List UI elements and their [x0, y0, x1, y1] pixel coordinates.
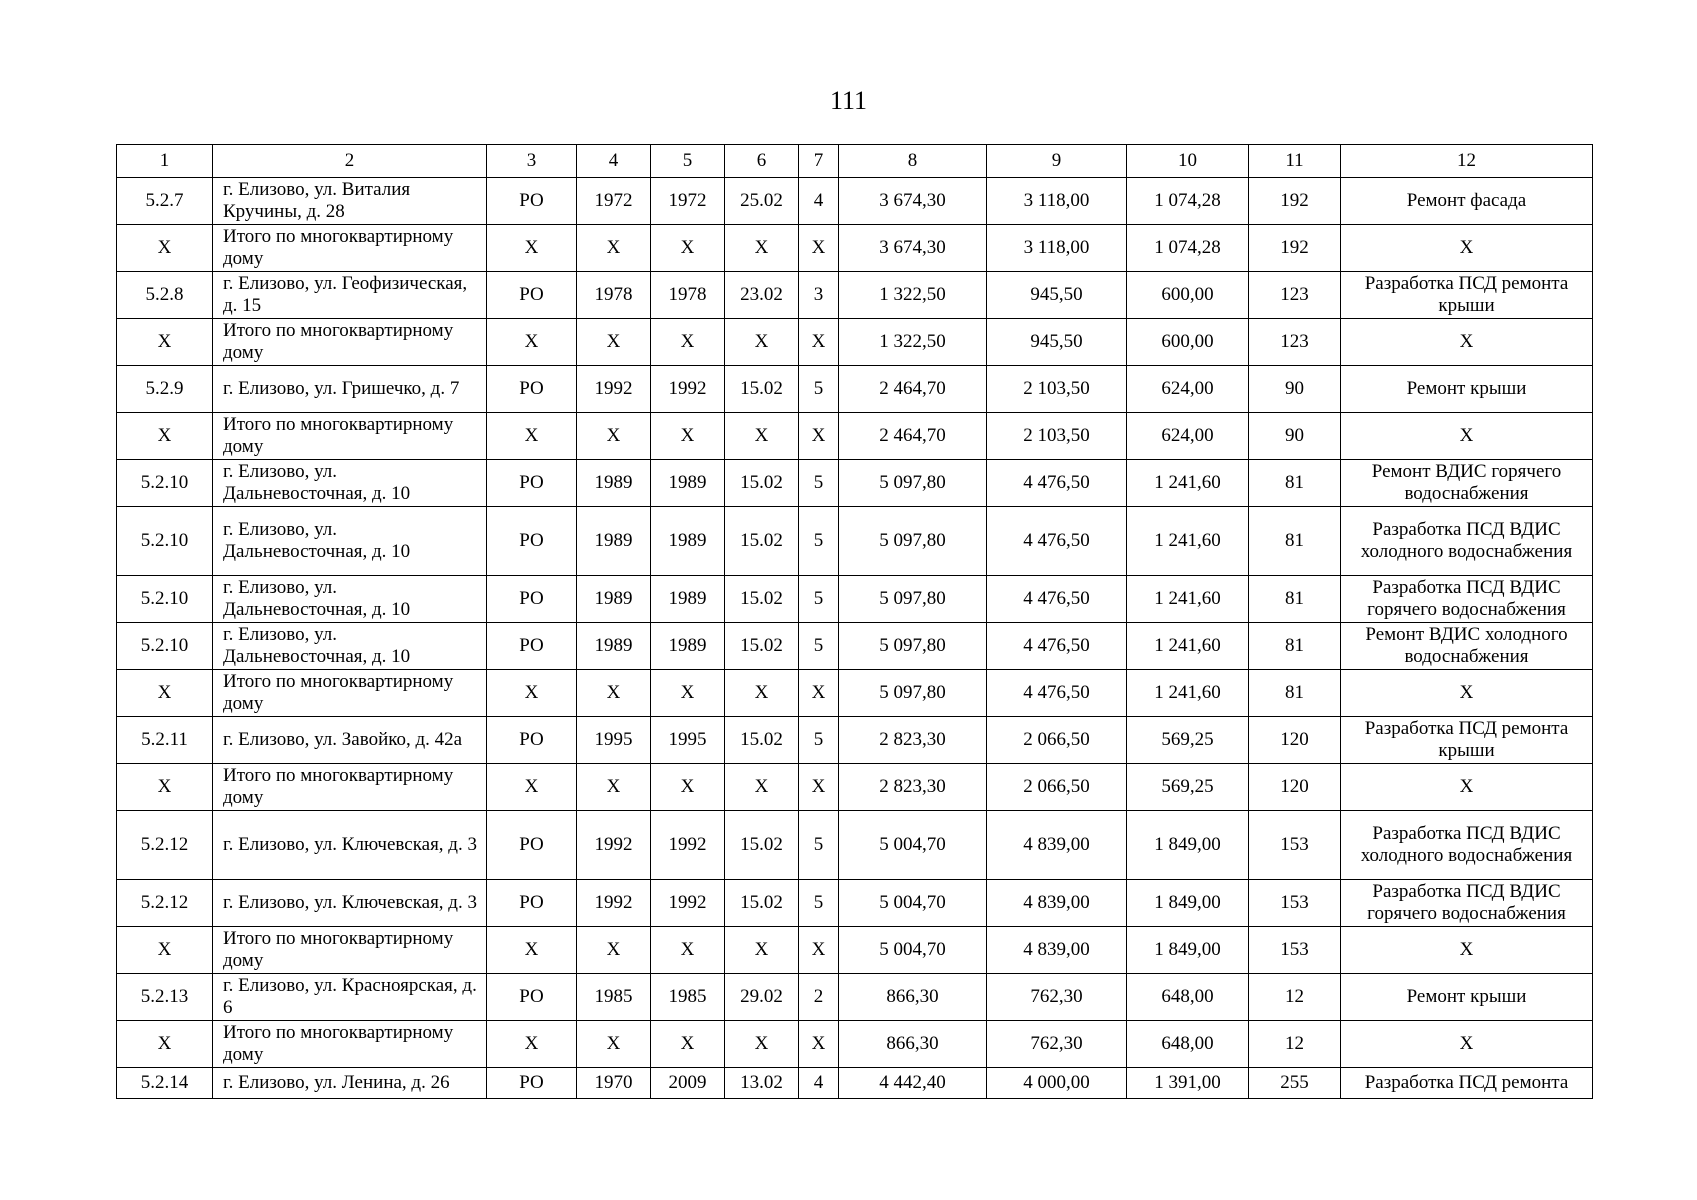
table-cell-col-8: 4 442,40 [839, 1068, 987, 1099]
table-cell-col-11: 123 [1249, 319, 1341, 366]
table-cell-col-7: 4 [799, 178, 839, 225]
table-cell-col-8: 5 097,80 [839, 670, 987, 717]
table-cell-col-5: 1992 [651, 811, 725, 880]
table-cell-col-8: 5 004,70 [839, 880, 987, 927]
table-cell-col-12: Х [1341, 319, 1593, 366]
table-cell-col-7: Х [799, 413, 839, 460]
table-cell-col-6: Х [725, 225, 799, 272]
table-cell-col-7: 2 [799, 974, 839, 1021]
table-row [117, 927, 1593, 974]
table-cell-col-1: 5.2.10 [117, 507, 213, 576]
table-row [117, 507, 1593, 576]
table-cell-col-2: г. Елизово, ул. Красноярская, д. 6 [213, 974, 487, 1021]
table-cell-col-3: РО [487, 366, 577, 413]
table-cell-col-10: 569,25 [1127, 717, 1249, 764]
table-cell-col-2: г. Елизово, ул. Ключевская, д. 3 [213, 811, 487, 880]
table-cell-col-1: Х [117, 1021, 213, 1068]
table-cell-col-6: 15.02 [725, 576, 799, 623]
table-cell-col-12: Ремонт крыши [1341, 366, 1593, 413]
table-cell-col-12: Х [1341, 1021, 1593, 1068]
table-cell-col-4: 1992 [577, 880, 651, 927]
table-cell-col-4: 1995 [577, 717, 651, 764]
table-cell-col-8: 866,30 [839, 974, 987, 1021]
table-cell-col-8: 2 464,70 [839, 413, 987, 460]
table-cell-col-5: 1989 [651, 623, 725, 670]
table-cell-col-9: 2 066,50 [987, 717, 1127, 764]
table-cell-col-11: 192 [1249, 178, 1341, 225]
table-cell-col-6: 15.02 [725, 811, 799, 880]
table-cell-col-5: 1989 [651, 576, 725, 623]
table-cell-col-5: 1989 [651, 507, 725, 576]
table-cell-col-7: 5 [799, 880, 839, 927]
table-cell-col-5: Х [651, 927, 725, 974]
table-row [117, 764, 1593, 811]
table-cell-col-2: г. Елизово, ул. Дальневосточная, д. 10 [213, 576, 487, 623]
table-cell-col-11: 192 [1249, 225, 1341, 272]
table-cell-col-10: 1 849,00 [1127, 811, 1249, 880]
table-cell-col-9: 4 000,00 [987, 1068, 1127, 1099]
table-cell-col-3: РО [487, 717, 577, 764]
table-cell-col-11: 255 [1249, 1068, 1341, 1099]
table-cell-col-12: Х [1341, 225, 1593, 272]
column-header-1: 1 [117, 145, 213, 178]
table-cell-col-6: 15.02 [725, 623, 799, 670]
table-cell-col-3: РО [487, 178, 577, 225]
table-cell-col-5: 2009 [651, 1068, 725, 1099]
table-row [117, 623, 1593, 670]
table-cell-col-6: 29.02 [725, 974, 799, 1021]
table-cell-col-10: 1 241,60 [1127, 507, 1249, 576]
table-cell-col-11: 153 [1249, 927, 1341, 974]
table-row [117, 366, 1593, 413]
table-cell-col-9: 2 066,50 [987, 764, 1127, 811]
table-row [117, 178, 1593, 225]
table-cell-col-11: 81 [1249, 507, 1341, 576]
table-cell-col-10: 600,00 [1127, 319, 1249, 366]
table-cell-col-8: 866,30 [839, 1021, 987, 1068]
table-cell-col-4: 1989 [577, 460, 651, 507]
table-cell-col-12: Ремонт крыши [1341, 974, 1593, 1021]
table-cell-col-4: Х [577, 225, 651, 272]
table-cell-col-9: 762,30 [987, 974, 1127, 1021]
table-cell-col-12: Х [1341, 764, 1593, 811]
table-cell-col-2: Итого по многоквартирному дому [213, 670, 487, 717]
table-cell-col-12: Разработка ПСД ВДИС холодного водоснабжения [1341, 507, 1593, 576]
table-cell-col-5: Х [651, 764, 725, 811]
column-header-12: 12 [1341, 145, 1593, 178]
table-cell-col-9: 4 839,00 [987, 927, 1127, 974]
table-cell-col-12: Разработка ПСД ремонта крыши [1341, 717, 1593, 764]
table-cell-col-10: 1 849,00 [1127, 927, 1249, 974]
table-row [117, 880, 1593, 927]
table-row [117, 319, 1593, 366]
table-cell-col-1: 5.2.10 [117, 460, 213, 507]
table-cell-col-4: Х [577, 764, 651, 811]
table-cell-col-7: 5 [799, 507, 839, 576]
table-cell-col-12: Х [1341, 927, 1593, 974]
table-cell-col-2: г. Елизово, ул. Геофизическая, д. 15 [213, 272, 487, 319]
table-cell-col-12: Разработка ПСД ВДИС холодного водоснабжения [1341, 811, 1593, 880]
table-cell-col-4: Х [577, 927, 651, 974]
table-cell-col-3: Х [487, 413, 577, 460]
table-cell-col-10: 1 241,60 [1127, 576, 1249, 623]
table-cell-col-12: Разработка ПСД ВДИС горячего водоснабжения [1341, 880, 1593, 927]
table-cell-col-3: РО [487, 974, 577, 1021]
table-cell-col-3: Х [487, 670, 577, 717]
table-cell-col-11: 81 [1249, 623, 1341, 670]
column-header-7: 7 [799, 145, 839, 178]
table-cell-col-9: 4 839,00 [987, 880, 1127, 927]
table-cell-col-5: 1995 [651, 717, 725, 764]
table-cell-col-2: Итого по многоквартирному дому [213, 1021, 487, 1068]
table-cell-col-9: 945,50 [987, 319, 1127, 366]
table-cell-col-6: 23.02 [725, 272, 799, 319]
table-cell-col-2: г. Елизово, ул. Ключевская, д. 3 [213, 880, 487, 927]
table-cell-col-11: 12 [1249, 1021, 1341, 1068]
table-cell-col-8: 1 322,50 [839, 319, 987, 366]
table-cell-col-1: Х [117, 670, 213, 717]
table-cell-col-4: 1989 [577, 623, 651, 670]
table-cell-col-5: 1992 [651, 366, 725, 413]
table-cell-col-7: Х [799, 1021, 839, 1068]
table-cell-col-11: 90 [1249, 366, 1341, 413]
table-cell-col-8: 5 097,80 [839, 460, 987, 507]
table-cell-col-6: 25.02 [725, 178, 799, 225]
table-cell-col-5: 1989 [651, 460, 725, 507]
table-cell-col-4: 1992 [577, 811, 651, 880]
table-cell-col-10: 648,00 [1127, 1021, 1249, 1068]
table-cell-col-5: Х [651, 1021, 725, 1068]
column-header-5: 5 [651, 145, 725, 178]
table-cell-col-2: г. Елизово, ул. Ленина, д. 26 [213, 1068, 487, 1099]
table-cell-col-3: Х [487, 1021, 577, 1068]
table-cell-col-6: Х [725, 927, 799, 974]
table-cell-col-9: 945,50 [987, 272, 1127, 319]
table-cell-col-7: 5 [799, 717, 839, 764]
table-cell-col-4: 1970 [577, 1068, 651, 1099]
column-header-8: 8 [839, 145, 987, 178]
table-cell-col-6: Х [725, 413, 799, 460]
table-row [117, 974, 1593, 1021]
table-cell-col-9: 4 476,50 [987, 623, 1127, 670]
table-cell-col-12: Х [1341, 413, 1593, 460]
table-cell-col-1: 5.2.10 [117, 576, 213, 623]
table-cell-col-10: 1 241,60 [1127, 460, 1249, 507]
table-cell-col-11: 81 [1249, 670, 1341, 717]
table-cell-col-4: 1989 [577, 507, 651, 576]
table-header-row [117, 145, 1593, 178]
table-cell-col-1: 5.2.14 [117, 1068, 213, 1099]
column-header-10: 10 [1127, 145, 1249, 178]
table-cell-col-4: 1989 [577, 576, 651, 623]
table-cell-col-1: 5.2.11 [117, 717, 213, 764]
table-cell-col-6: Х [725, 1021, 799, 1068]
table-cell-col-1: 5.2.12 [117, 880, 213, 927]
table-cell-col-11: 120 [1249, 764, 1341, 811]
table-cell-col-5: Х [651, 670, 725, 717]
table-cell-col-1: Х [117, 413, 213, 460]
table-cell-col-8: 5 097,80 [839, 507, 987, 576]
page-number: 111 [829, 86, 868, 115]
table-cell-col-3: Х [487, 764, 577, 811]
housing-repair-table [116, 144, 1593, 1099]
table-cell-col-6: 15.02 [725, 507, 799, 576]
table-row [117, 413, 1593, 460]
column-header-6: 6 [725, 145, 799, 178]
table-row [117, 717, 1593, 764]
table-cell-col-9: 2 103,50 [987, 413, 1127, 460]
table-cell-col-11: 123 [1249, 272, 1341, 319]
table-cell-col-12: Ремонт ВДИС холодного водоснабжения [1341, 623, 1593, 670]
table-cell-col-12: Разработка ПСД ВДИС горячего водоснабжения [1341, 576, 1593, 623]
table-cell-col-9: 3 118,00 [987, 178, 1127, 225]
table-cell-col-7: 5 [799, 811, 839, 880]
table-cell-col-7: 4 [799, 1068, 839, 1099]
table-cell-col-8: 2 823,30 [839, 717, 987, 764]
table-cell-col-5: 1972 [651, 178, 725, 225]
table-cell-col-12: Разработка ПСД ремонта [1341, 1068, 1593, 1099]
table-cell-col-8: 5 097,80 [839, 576, 987, 623]
table-cell-col-10: 1 074,28 [1127, 178, 1249, 225]
table-cell-col-8: 3 674,30 [839, 178, 987, 225]
table-row [117, 576, 1593, 623]
table-row [117, 1068, 1593, 1099]
table-cell-col-6: Х [725, 764, 799, 811]
table-cell-col-3: РО [487, 507, 577, 576]
table-cell-col-10: 1 241,60 [1127, 670, 1249, 717]
table-cell-col-6: 13.02 [725, 1068, 799, 1099]
table-cell-col-2: Итого по многоквартирному дому [213, 764, 487, 811]
table-cell-col-4: Х [577, 319, 651, 366]
table-cell-col-8: 5 004,70 [839, 811, 987, 880]
table-cell-col-2: г. Елизово, ул. Дальневосточная, д. 10 [213, 507, 487, 576]
table-cell-col-12: Ремонт ВДИС горячего водоснабжения [1341, 460, 1593, 507]
table-cell-col-2: Итого по многоквартирному дому [213, 927, 487, 974]
table-cell-col-4: 1992 [577, 366, 651, 413]
column-header-2: 2 [213, 145, 487, 178]
table-cell-col-2: Итого по многоквартирному дому [213, 319, 487, 366]
table-cell-col-6: 15.02 [725, 460, 799, 507]
table-cell-col-5: Х [651, 319, 725, 366]
table-row [117, 1021, 1593, 1068]
table-cell-col-6: 15.02 [725, 366, 799, 413]
table-cell-col-7: 5 [799, 366, 839, 413]
table-row [117, 811, 1593, 880]
table-cell-col-12: Х [1341, 670, 1593, 717]
table-row [117, 225, 1593, 272]
table-cell-col-7: Х [799, 764, 839, 811]
table-cell-col-1: Х [117, 927, 213, 974]
table-row [117, 460, 1593, 507]
table-cell-col-3: Х [487, 225, 577, 272]
column-header-9: 9 [987, 145, 1127, 178]
table-cell-col-12: Ремонт фасада [1341, 178, 1593, 225]
table-cell-col-10: 1 241,60 [1127, 623, 1249, 670]
table-cell-col-5: Х [651, 225, 725, 272]
column-header-4: 4 [577, 145, 651, 178]
table-cell-col-1: Х [117, 225, 213, 272]
table-cell-col-3: РО [487, 880, 577, 927]
column-header-3: 3 [487, 145, 577, 178]
table-cell-col-6: Х [725, 670, 799, 717]
table-cell-col-9: 4 476,50 [987, 670, 1127, 717]
table-cell-col-2: г. Елизово, ул. Завойко, д. 42а [213, 717, 487, 764]
column-header-11: 11 [1249, 145, 1341, 178]
table-cell-col-10: 1 074,28 [1127, 225, 1249, 272]
table-cell-col-8: 1 322,50 [839, 272, 987, 319]
table-cell-col-11: 81 [1249, 460, 1341, 507]
table-cell-col-10: 648,00 [1127, 974, 1249, 1021]
table-cell-col-7: Х [799, 319, 839, 366]
table-cell-col-8: 3 674,30 [839, 225, 987, 272]
table-cell-col-5: Х [651, 413, 725, 460]
table-cell-col-8: 5 097,80 [839, 623, 987, 670]
table-cell-col-2: Итого по многоквартирному дому [213, 413, 487, 460]
table-cell-col-1: Х [117, 764, 213, 811]
table-cell-col-11: 120 [1249, 717, 1341, 764]
table-cell-col-9: 762,30 [987, 1021, 1127, 1068]
table-cell-col-5: 1992 [651, 880, 725, 927]
table-cell-col-7: 5 [799, 576, 839, 623]
table-cell-col-5: 1978 [651, 272, 725, 319]
table-cell-col-7: Х [799, 225, 839, 272]
table-cell-col-1: 5.2.10 [117, 623, 213, 670]
table-cell-col-4: 1972 [577, 178, 651, 225]
table-cell-col-11: 81 [1249, 576, 1341, 623]
table-cell-col-1: 5.2.13 [117, 974, 213, 1021]
table-cell-col-10: 1 849,00 [1127, 880, 1249, 927]
table-cell-col-10: 569,25 [1127, 764, 1249, 811]
table-cell-col-3: РО [487, 623, 577, 670]
table-cell-col-11: 12 [1249, 974, 1341, 1021]
table-body [117, 178, 1593, 1099]
table-cell-col-7: Х [799, 927, 839, 974]
table-cell-col-1: 5.2.12 [117, 811, 213, 880]
table-cell-col-2: г. Елизово, ул. Виталия Кручины, д. 28 [213, 178, 487, 225]
table-cell-col-11: 153 [1249, 811, 1341, 880]
table-cell-col-4: Х [577, 413, 651, 460]
table-cell-col-2: г. Елизово, ул. Дальневосточная, д. 10 [213, 460, 487, 507]
table-cell-col-11: 153 [1249, 880, 1341, 927]
table-cell-col-3: Х [487, 927, 577, 974]
table-cell-col-8: 2 464,70 [839, 366, 987, 413]
table-cell-col-12: Разработка ПСД ремонта крыши [1341, 272, 1593, 319]
table-cell-col-3: РО [487, 460, 577, 507]
table-cell-col-1: 5.2.9 [117, 366, 213, 413]
table-cell-col-3: РО [487, 1068, 577, 1099]
table-cell-col-3: Х [487, 319, 577, 366]
table-cell-col-6: 15.02 [725, 717, 799, 764]
table-cell-col-5: 1985 [651, 974, 725, 1021]
table-cell-col-6: 15.02 [725, 880, 799, 927]
table-cell-col-9: 4 476,50 [987, 460, 1127, 507]
table-cell-col-1: 5.2.7 [117, 178, 213, 225]
table-cell-col-10: 600,00 [1127, 272, 1249, 319]
table-cell-col-7: Х [799, 670, 839, 717]
table-cell-col-8: 2 823,30 [839, 764, 987, 811]
table-cell-col-9: 2 103,50 [987, 366, 1127, 413]
table-cell-col-9: 4 476,50 [987, 576, 1127, 623]
table-cell-col-1: Х [117, 319, 213, 366]
table-cell-col-9: 4 476,50 [987, 507, 1127, 576]
table-cell-col-6: Х [725, 319, 799, 366]
table-cell-col-10: 624,00 [1127, 413, 1249, 460]
table-cell-col-1: 5.2.8 [117, 272, 213, 319]
table-cell-col-4: 1985 [577, 974, 651, 1021]
table-cell-col-9: 4 839,00 [987, 811, 1127, 880]
table-cell-col-3: РО [487, 576, 577, 623]
table-cell-col-7: 5 [799, 460, 839, 507]
table-cell-col-10: 1 391,00 [1127, 1068, 1249, 1099]
table-cell-col-9: 3 118,00 [987, 225, 1127, 272]
table-cell-col-4: Х [577, 670, 651, 717]
table-cell-col-10: 624,00 [1127, 366, 1249, 413]
table-cell-col-4: 1978 [577, 272, 651, 319]
table-cell-col-11: 90 [1249, 413, 1341, 460]
table-cell-col-7: 5 [799, 623, 839, 670]
table-row [117, 272, 1593, 319]
table-cell-col-2: Итого по многоквартирному дому [213, 225, 487, 272]
table-cell-col-7: 3 [799, 272, 839, 319]
table-row [117, 670, 1593, 717]
table-cell-col-2: г. Елизово, ул. Гришечко, д. 7 [213, 366, 487, 413]
table-cell-col-2: г. Елизово, ул. Дальневосточная, д. 10 [213, 623, 487, 670]
table-cell-col-8: 5 004,70 [839, 927, 987, 974]
table-cell-col-3: РО [487, 811, 577, 880]
table-cell-col-3: РО [487, 272, 577, 319]
table-cell-col-4: Х [577, 1021, 651, 1068]
